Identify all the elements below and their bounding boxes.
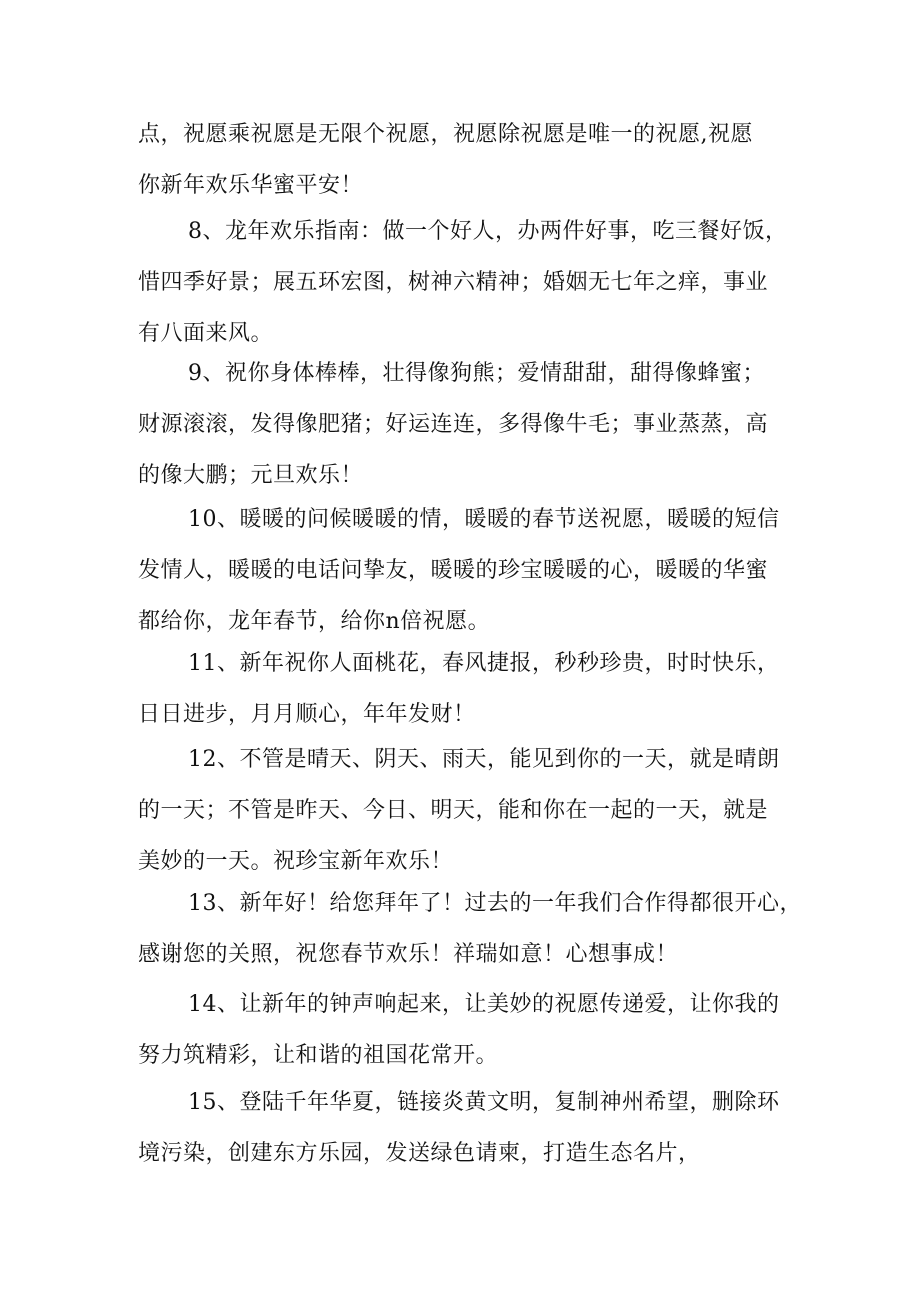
paragraph-12 — [138, 734, 788, 887]
text-line: 10、暖暖的问候暖暖的情，暖暖的春节送祝愿，暖暖的短信 — [188, 507, 780, 532]
text-line: 13、新年好！给您拜年了！过去的一年我们合作得都很开心， — [188, 891, 802, 916]
paragraph-10 — [138, 494, 788, 647]
text-line: 9、祝你身体棒棒，壮得像狗熊；爱情甜甜，甜得像蜂蜜； — [188, 361, 765, 386]
text-line: 都给你，龙年春节，给你n倍祝愿。 — [138, 609, 491, 634]
text-line: 发情人，暖暖的电话问挚友，暖暖的珍宝暖暖的心，暖暖的华蜜 — [138, 558, 769, 583]
paragraph-8 — [138, 206, 788, 359]
text-line: 境污染，创建东方乐园，发送绿色请柬，打造生态名片， — [138, 1141, 701, 1166]
paragraph-13 — [138, 878, 802, 980]
text-line: 惜四季好景；展五环宏图，树神六精神；婚姻无七年之痒，事业 — [138, 270, 769, 295]
text-line: 感谢您的关照，祝您春节欢乐！祥瑞如意！心想事成！ — [138, 942, 679, 967]
text-line: 日日进步，月月顺心，年年发财！ — [138, 702, 476, 727]
text-line: 你新年欢乐华蜜平安！ — [138, 173, 364, 198]
paragraph-7-continuation — [138, 109, 788, 211]
text-line: 15、登陆千年华夏，链接炎黄文明，复制神州希望，删除环 — [188, 1090, 780, 1115]
text-line: 努力筑精彩，让和谐的祖国花常开。 — [138, 1043, 499, 1068]
text-line: 的一天；不管是昨天、今日、明天，能和你在一起的一天，就是 — [138, 798, 769, 823]
text-line: 14、让新年的钟声响起来，让美妙的祝愿传递爱，让你我的 — [188, 992, 780, 1017]
text-line: 点，祝愿乘祝愿是无限个祝愿，祝愿除祝愿是唯一的祝愿,祝愿 — [138, 122, 753, 147]
text-line: 11、新年祝你人面桃花，春风捷报，秒秒珍贵，时时快乐， — [188, 651, 780, 676]
paragraph-15 — [138, 1077, 788, 1179]
text-line: 有八面来风。 — [138, 321, 274, 346]
text-line: 12、不管是晴天、阴天、雨天，能见到你的一天，就是晴朗 — [188, 747, 780, 772]
text-line: 8、龙年欢乐指南：做一个好人，办两件好事，吃三餐好饭， — [188, 219, 788, 244]
paragraph-9 — [138, 348, 788, 501]
paragraph-14 — [138, 979, 788, 1081]
text-line: 财源滚滚，发得像肥猪；好运连连，多得像牛毛；事业蒸蒸，高 — [138, 412, 769, 437]
text-line: 的像大鹏；元旦欢乐！ — [138, 463, 364, 488]
paragraph-11 — [138, 638, 788, 740]
text-line: 美妙的一天。祝珍宝新年欢乐！ — [138, 849, 454, 874]
